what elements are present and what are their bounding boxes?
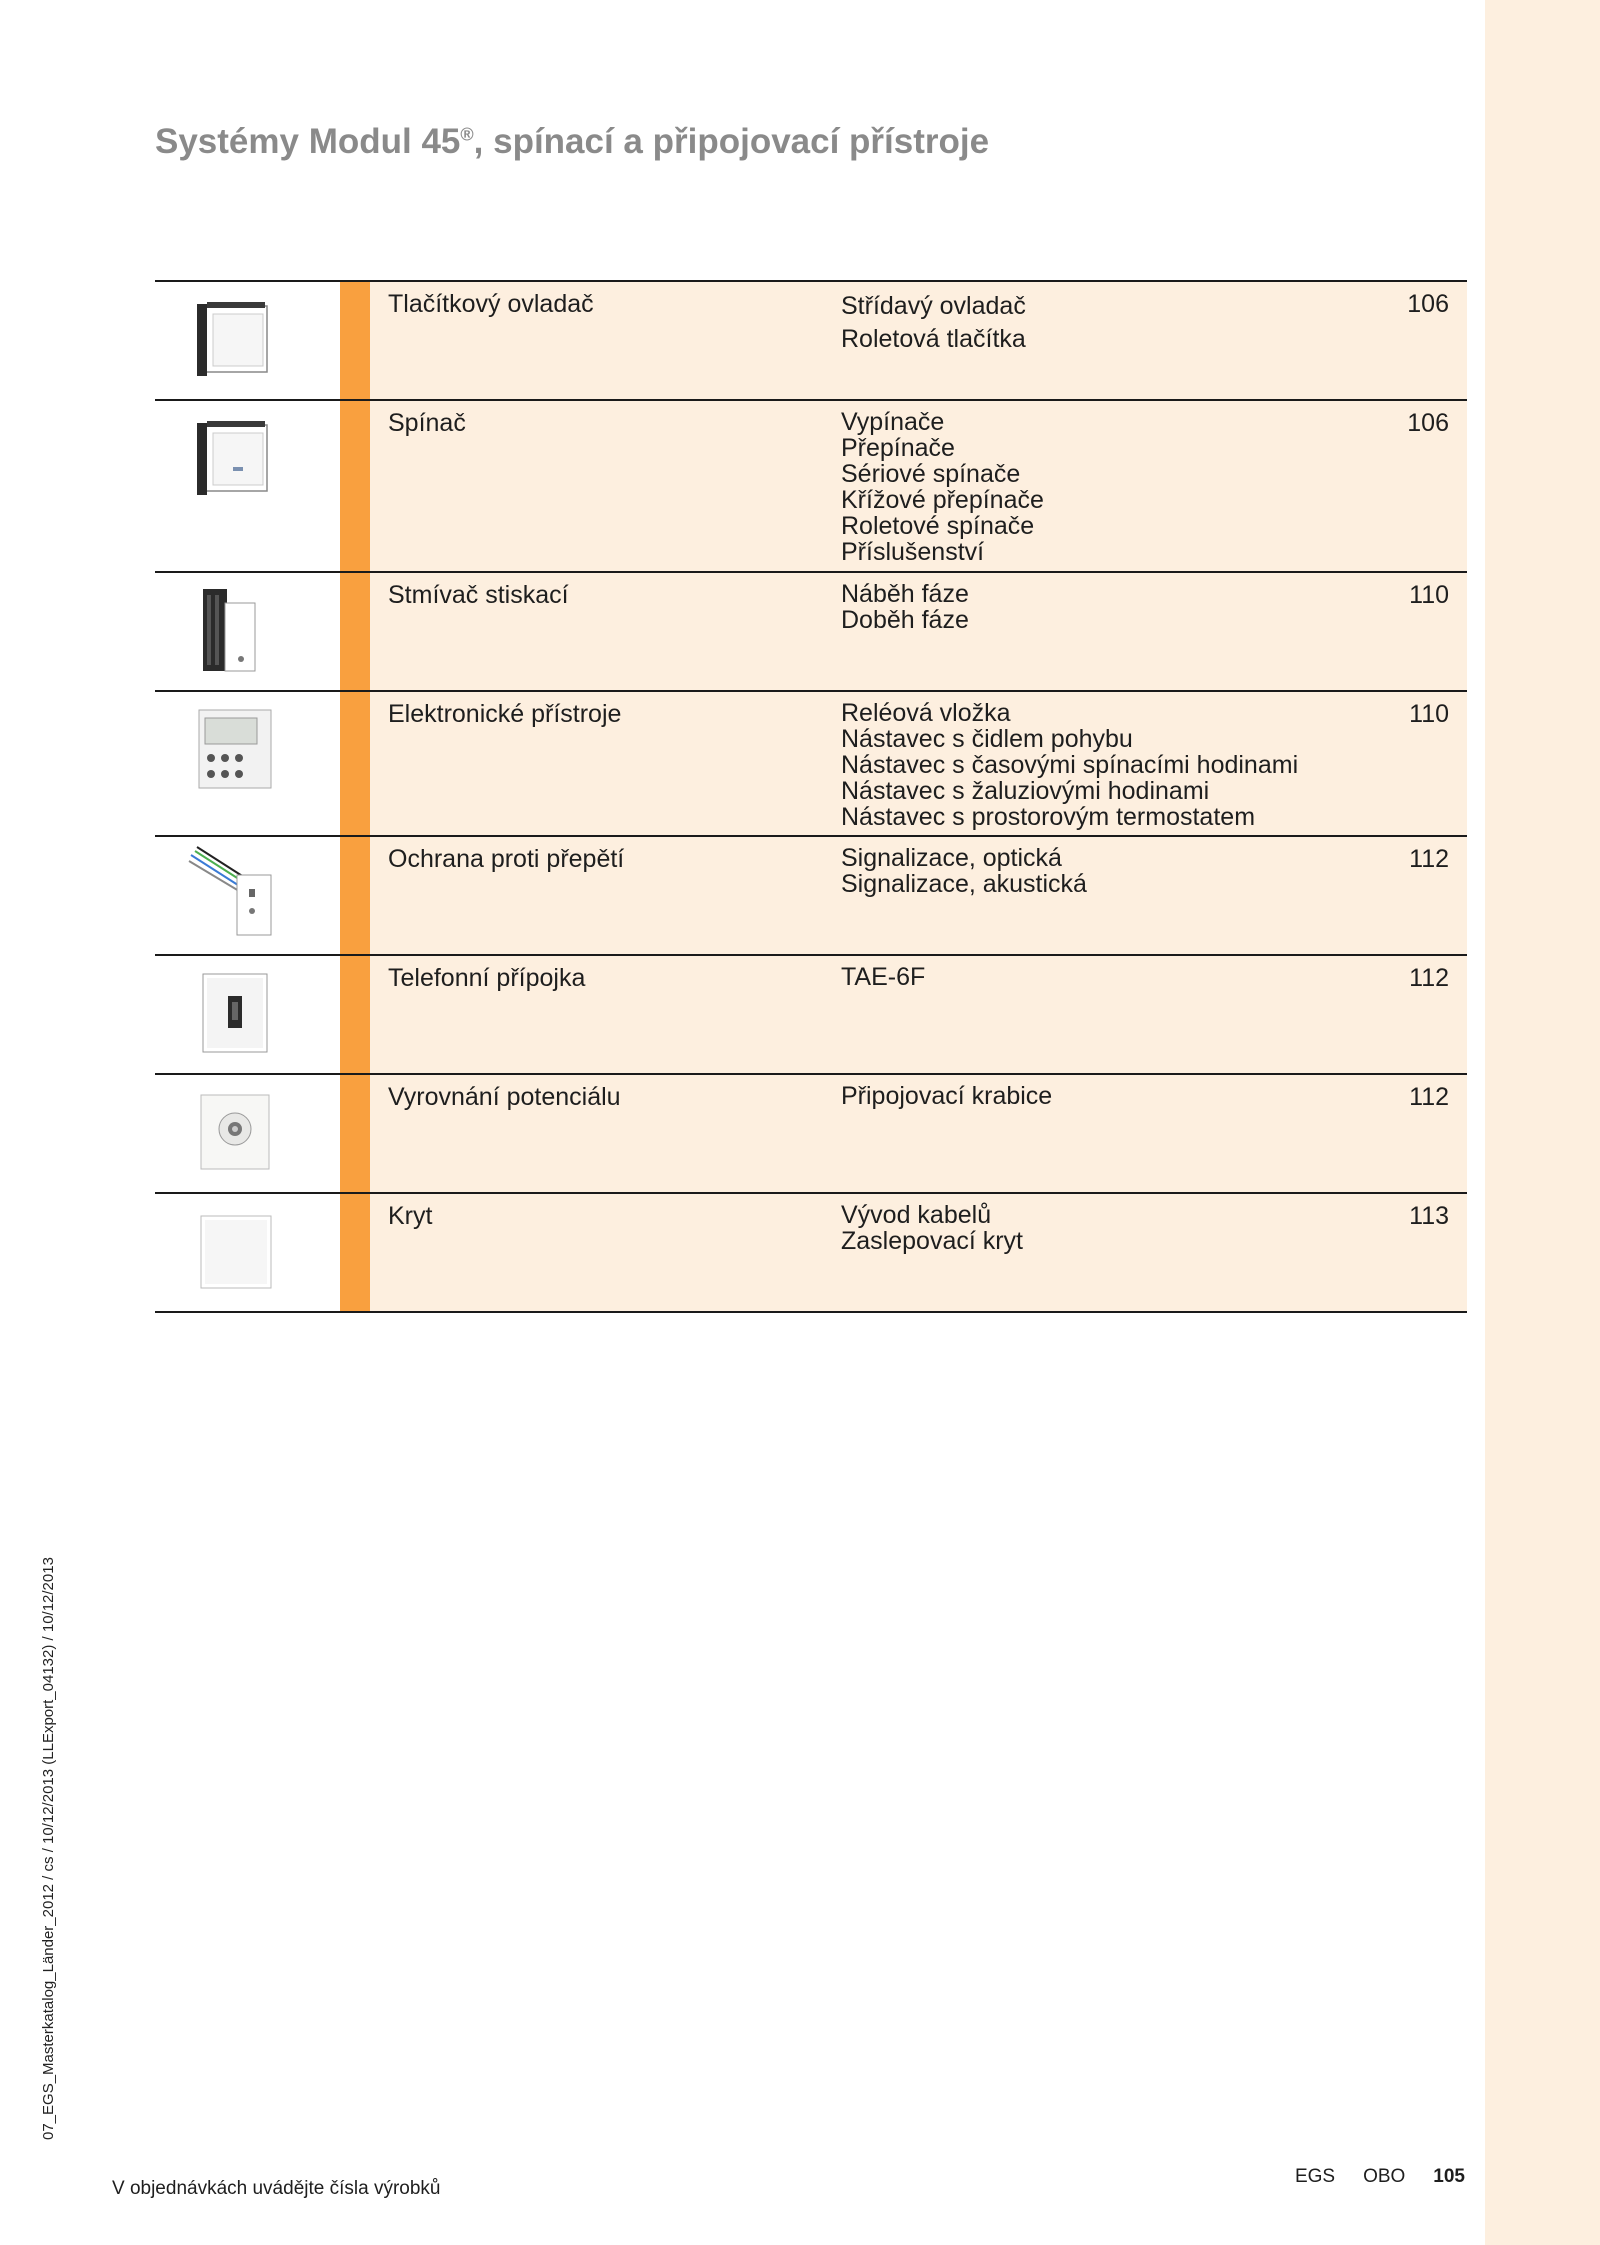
variant-item: Reléová vložka [841, 699, 1011, 727]
variant-item: Nástavec s časovými spínacími hodinami [841, 751, 1299, 779]
dimmer-module-icon [193, 587, 279, 673]
page-reference: 113 [1409, 1202, 1449, 1230]
variant-item: Roletové spínače [841, 512, 1035, 540]
thumb-cell [155, 1194, 340, 1311]
thumb-cell [155, 573, 340, 690]
variant-list [841, 581, 969, 633]
blank-cover-icon [193, 1208, 279, 1294]
accent-bar [340, 692, 370, 835]
page-reference: 106 [1407, 409, 1449, 437]
product-name: Vyrovnání potenciálu [388, 1083, 621, 1111]
registered-mark: ® [460, 124, 474, 145]
variant-item: Nástavec s prostorovým termostatem [841, 803, 1256, 831]
catalog-table [155, 280, 1467, 1313]
catalog-row [155, 1194, 1467, 1313]
product-name: Spínač [388, 409, 466, 437]
product-name: Telefonní přípojka [388, 964, 586, 992]
side-band [1485, 0, 1600, 2245]
catalog-row [155, 956, 1467, 1075]
thumb-cell [155, 956, 340, 1073]
page-reference: 112 [1409, 1083, 1449, 1111]
variant-list [841, 290, 1026, 356]
variant-item: Signalizace, optická [841, 844, 1062, 872]
page-reference: 106 [1407, 290, 1449, 318]
catalog-row [155, 573, 1467, 692]
accent-bar [340, 282, 370, 399]
equipotential-box-icon [193, 1089, 279, 1175]
brand-obo: OBO [1363, 2166, 1406, 2187]
accent-bar [340, 956, 370, 1073]
surge-protection-module-icon [187, 845, 283, 941]
thumb-cell [155, 282, 340, 399]
footer-note: V objednávkách uvádějte čísla výrobků [112, 2178, 441, 2199]
variant-list [841, 1202, 1023, 1254]
accent-bar [340, 1075, 370, 1192]
catalog-row [155, 837, 1467, 956]
variant-item: Roletová tlačítka [841, 325, 1026, 353]
title-main: Systémy Modul 45 [155, 122, 461, 161]
variant-list [841, 700, 1298, 830]
thumb-cell [155, 401, 340, 571]
page-number: 105 [1433, 2166, 1465, 2187]
footer-brand [1295, 2166, 1465, 2188]
variant-list [841, 964, 925, 990]
accent-bar [340, 837, 370, 954]
brand-egs: EGS [1294, 2166, 1336, 2187]
switch-module-icon [193, 415, 279, 501]
page-reference: 110 [1409, 581, 1449, 609]
variant-item: TAE-6F [841, 963, 926, 991]
catalog-row [155, 692, 1467, 837]
variant-item: Připojovací krabice [841, 1082, 1053, 1110]
variant-item: Signalizace, akustická [841, 870, 1087, 898]
variant-item: Nástavec s žaluziovými hodinami [841, 777, 1210, 805]
thumb-cell [155, 837, 340, 954]
variant-item: Zaslepovací kryt [841, 1227, 1024, 1255]
telephone-socket-icon [193, 970, 279, 1056]
title-rest: , spínací a připojovací přístroje [473, 122, 990, 161]
catalog-row [155, 282, 1467, 401]
product-name: Kryt [388, 1202, 433, 1230]
thumb-cell [155, 692, 340, 835]
variant-item: Příslušenství [841, 538, 985, 566]
product-name: Elektronické přístroje [388, 700, 622, 728]
variant-list [841, 1083, 1052, 1109]
variant-item: Náběh fáze [841, 580, 969, 608]
page-reference: 112 [1409, 845, 1449, 873]
variant-list [841, 409, 1044, 565]
accent-bar [340, 573, 370, 690]
variant-item: Vypínače [841, 408, 945, 436]
variant-item: Sériové spínače [841, 460, 1021, 488]
thumb-cell [155, 1075, 340, 1192]
variant-item: Střídavý ovladač [841, 292, 1026, 320]
variant-item: Nástavec s čidlem pohybu [841, 725, 1133, 753]
page-reference: 112 [1409, 964, 1449, 992]
vertical-print-note: 07_EGS_Masterkatalog_Länder_2012 / cs / 10/12/2013 (LLExport_04132) / 10/12/2013 [40, 1557, 57, 2140]
accent-bar [340, 1194, 370, 1311]
push-button-module-icon [193, 296, 279, 382]
accent-bar [340, 401, 370, 571]
variant-item: Křížové přepínače [841, 486, 1044, 514]
product-name: Tlačítkový ovladač [388, 290, 594, 318]
variant-item: Doběh fáze [841, 606, 969, 634]
page-title [155, 122, 989, 162]
variant-list [841, 845, 1087, 897]
timer-module-icon [193, 706, 279, 792]
catalog-row [155, 401, 1467, 573]
product-name: Stmívač stiskací [388, 581, 569, 609]
product-name: Ochrana proti přepětí [388, 845, 625, 873]
page-reference: 110 [1409, 700, 1449, 728]
catalog-row [155, 1075, 1467, 1194]
variant-item: Přepínače [841, 434, 955, 462]
variant-item: Vývod kabelů [841, 1201, 992, 1229]
